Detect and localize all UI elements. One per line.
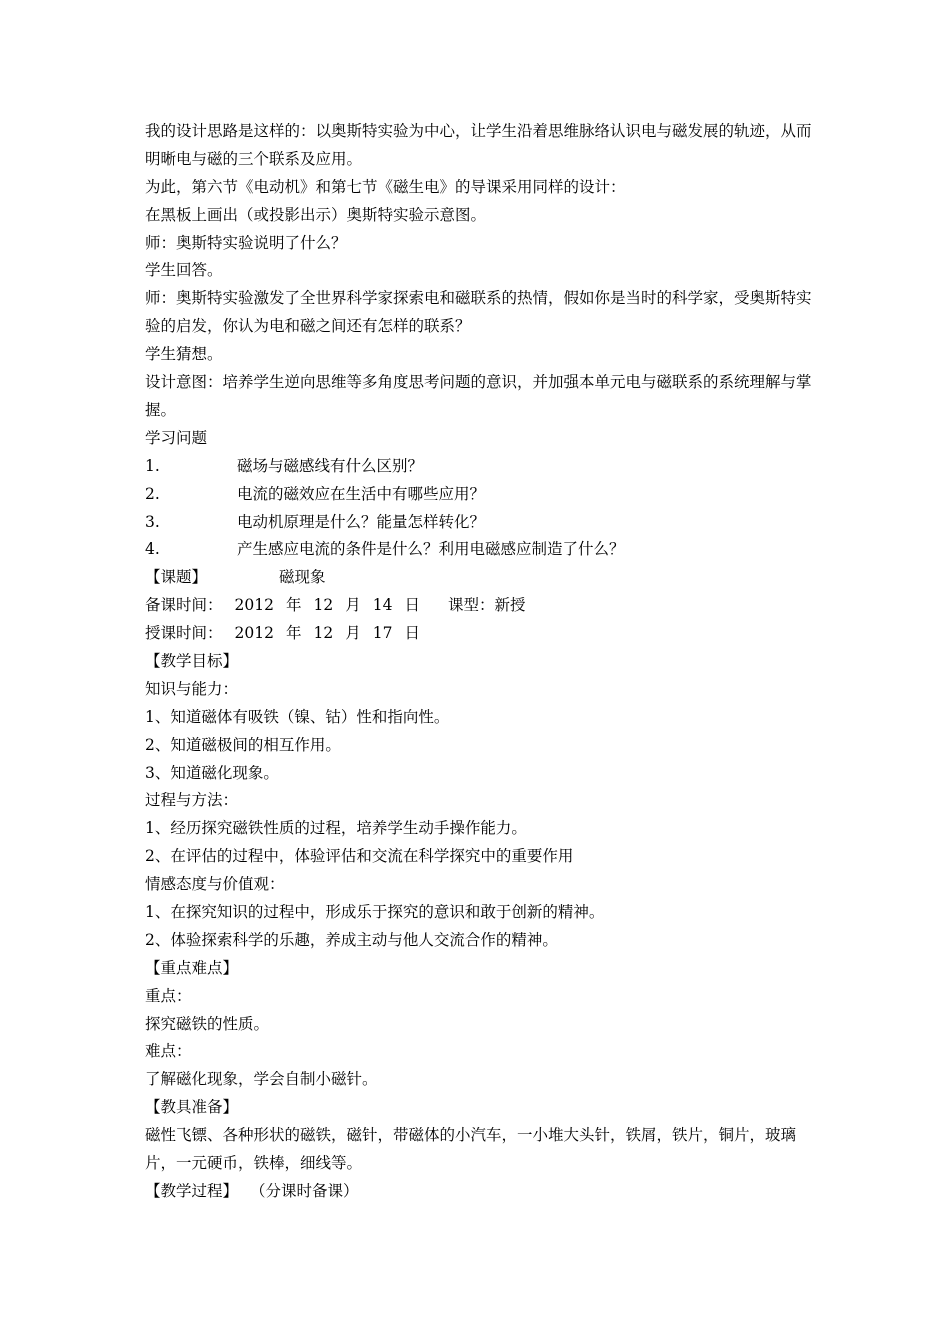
process-note: （分课时备课） xyxy=(250,1181,359,1200)
document-body xyxy=(145,118,815,1206)
teacher-question-2: 师：奥斯特实验激发了全世界科学家探索电和磁联系的热情，假如你是当时的科学家，受奥斯特实验的启发，你认为电和磁之间还有怎样的联系？ xyxy=(145,289,812,336)
key-label: 重点： xyxy=(145,986,192,1005)
knowledge-title: 知识与能力： xyxy=(145,679,239,698)
key-text: 探究磁铁的性质。 xyxy=(145,1014,270,1033)
topic-line xyxy=(145,564,815,592)
teach-day: 17 xyxy=(372,624,393,643)
questions-title: 学习问题 xyxy=(145,428,208,447)
question-number: 1. xyxy=(145,456,160,475)
emotion-title: 情感态度与价值观： xyxy=(145,875,285,894)
prep-day: 14 xyxy=(372,596,393,615)
question-item xyxy=(145,536,815,564)
question-number: 4. xyxy=(145,540,160,559)
topic-label: 【课题】 xyxy=(145,568,208,587)
process-title: 过程与方法： xyxy=(145,791,239,810)
design-idea-paragraph: 我的设计思路是这样的：以奥斯特实验为中心，让学生沿着思维脉络认识电与磁发展的轨迹，从而明晰电与磁的三个联系及应用。 xyxy=(145,122,812,168)
design-intent-paragraph: 设计意图：培养学生逆向思维等多角度思考问题的意识，并加强本单元电与磁联系的系统理解与掌握。 xyxy=(145,373,812,419)
teach-time-label: 授课时间： xyxy=(145,624,223,643)
question-number: 2. xyxy=(145,484,160,503)
student-guess: 学生猜想。 xyxy=(145,345,223,364)
materials-text: 磁性飞镖、各种形状的磁铁，磁针，带磁体的小汽车，一小堆大头针，铁屑，铁片，铜片，玻璃片，一元硬币，铁棒，细线等。 xyxy=(145,1126,797,1173)
process-heading: 【教学过程】 xyxy=(145,1181,239,1200)
prep-year: 2012 xyxy=(234,596,274,615)
question-item xyxy=(145,453,815,481)
key-points-heading: 【重点难点】 xyxy=(145,958,239,977)
question-text: 磁场与磁感线有什么区别？ xyxy=(237,456,424,475)
goals-heading: 【教学目标】 xyxy=(145,651,239,670)
knowledge-item: 2、知道磁极间的相互作用。 xyxy=(145,735,341,754)
prep-month: 12 xyxy=(313,596,334,615)
process-heading-line xyxy=(145,1178,815,1206)
teacher-question-1: 师：奥斯特实验说明了什么？ xyxy=(145,233,347,252)
topic-value: 磁现象 xyxy=(279,568,326,587)
teach-time-line: 授课时间： 2012 年 12 月 17 日 xyxy=(145,624,420,643)
type-value: 新授 xyxy=(494,596,526,615)
type-label: 课型： xyxy=(447,596,495,615)
question-item xyxy=(145,481,815,509)
teach-month: 12 xyxy=(313,624,334,643)
blackboard-line: 在黑板上画出（或投影出示）奥斯特实验示意图。 xyxy=(145,205,487,224)
emotion-item: 1、在探究知识的过程中，形成乐于探究的意识和敢于创新的精神。 xyxy=(145,902,605,921)
question-text: 电流的磁效应在生活中有哪些应用？ xyxy=(237,484,486,503)
difficult-label: 难点： xyxy=(145,1042,192,1061)
teach-year: 2012 xyxy=(234,624,274,643)
process-item: 2、在评估的过程中，体验评估和交流在科学探究中的重要作用 xyxy=(145,847,574,866)
question-text: 产生感应电流的条件是什么？利用电磁感应制造了什么？ xyxy=(237,540,625,559)
question-text: 电动机原理是什么？能量怎样转化？ xyxy=(237,512,486,531)
student-answer: 学生回答。 xyxy=(145,261,223,280)
prep-time-line: 备课时间： 2012 年 12 月 14 日 课型：新授 xyxy=(145,596,526,615)
knowledge-item: 1、知道磁体有吸铁（镍、钴）性和指向性。 xyxy=(145,707,450,726)
process-item: 1、经历探究磁铁性质的过程，培养学生动手操作能力。 xyxy=(145,819,527,838)
question-item xyxy=(145,509,815,537)
emotion-item: 2、体验探索科学的乐趣，养成主动与他人交流合作的精神。 xyxy=(145,930,558,949)
prep-time-label: 备课时间： xyxy=(145,596,223,615)
design-same-line: 为此，第六节《电动机》和第七节《磁生电》的导课采用同样的设计： xyxy=(145,177,626,196)
question-number: 3. xyxy=(145,512,160,531)
difficult-text: 了解磁化现象，学会自制小磁针。 xyxy=(145,1070,378,1089)
knowledge-item: 3、知道磁化现象。 xyxy=(145,763,279,782)
materials-heading: 【教具准备】 xyxy=(145,1098,239,1117)
